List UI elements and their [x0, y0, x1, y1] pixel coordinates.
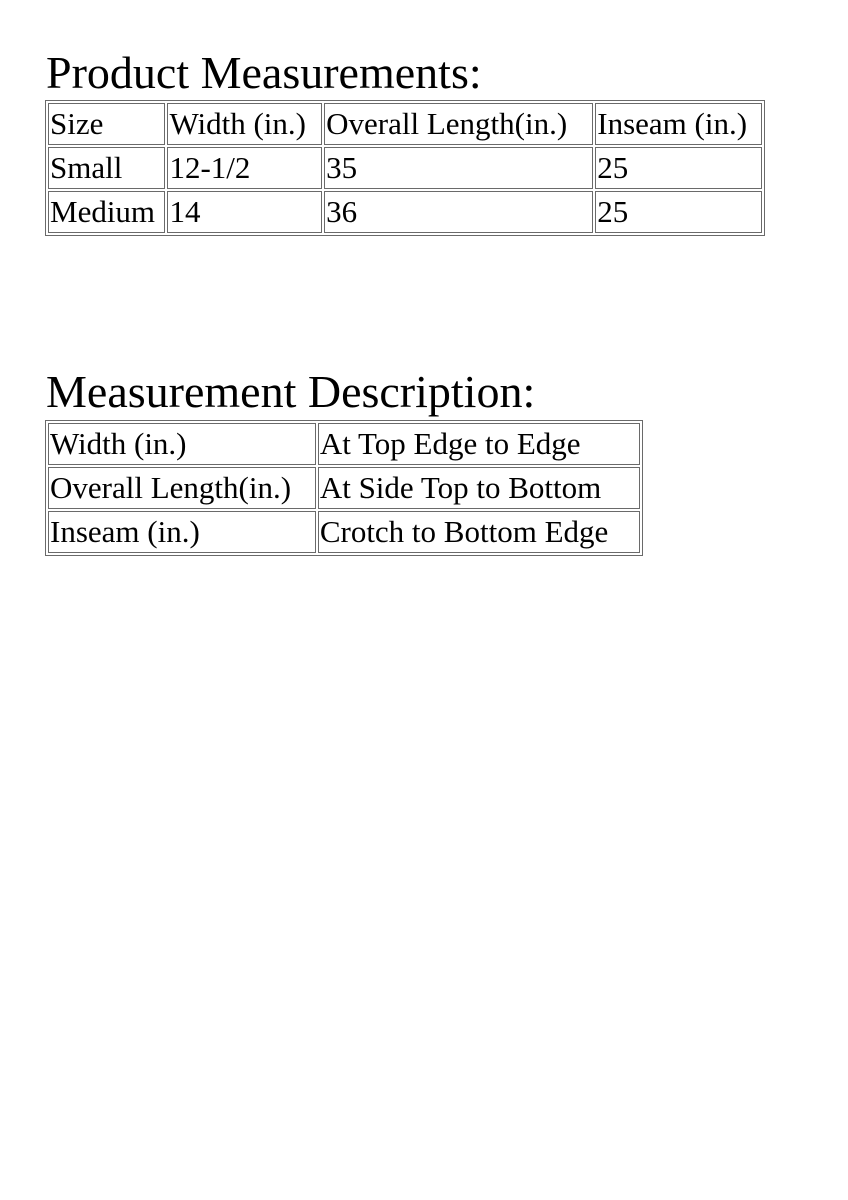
- table-cell: 12-1/2: [167, 147, 322, 189]
- table-row: [48, 147, 762, 189]
- table-cell: 36: [324, 191, 593, 233]
- table-cell: 14: [167, 191, 322, 233]
- product-measurements-title: Product Measurements:: [46, 47, 482, 98]
- table-cell: At Side Top to Bottom: [318, 467, 640, 509]
- measurement-description-title: Measurement Description:: [46, 366, 536, 417]
- table-row: [48, 467, 640, 509]
- table-cell: Overall Length(in.): [48, 467, 316, 509]
- table-cell: Inseam (in.): [48, 511, 316, 553]
- table-row: [48, 511, 640, 553]
- table-cell: Width (in.): [48, 423, 316, 465]
- header-cell: Overall Length(in.): [324, 103, 593, 145]
- header-cell: Width (in.): [167, 103, 322, 145]
- table-cell: Crotch to Bottom Edge: [318, 511, 640, 553]
- header-cell: Size: [48, 103, 165, 145]
- table-cell: 35: [324, 147, 593, 189]
- table-cell: 25: [595, 147, 762, 189]
- table-row: [48, 423, 640, 465]
- table-cell: 25: [595, 191, 762, 233]
- table-cell: Small: [48, 147, 165, 189]
- table-cell: Medium: [48, 191, 165, 233]
- table-row: [48, 191, 762, 233]
- header-cell: Inseam (in.): [595, 103, 762, 145]
- measurement-description-table: [45, 420, 643, 556]
- table-header-row: [48, 103, 762, 145]
- product-measurements-table: [45, 100, 765, 236]
- table-cell: At Top Edge to Edge: [318, 423, 640, 465]
